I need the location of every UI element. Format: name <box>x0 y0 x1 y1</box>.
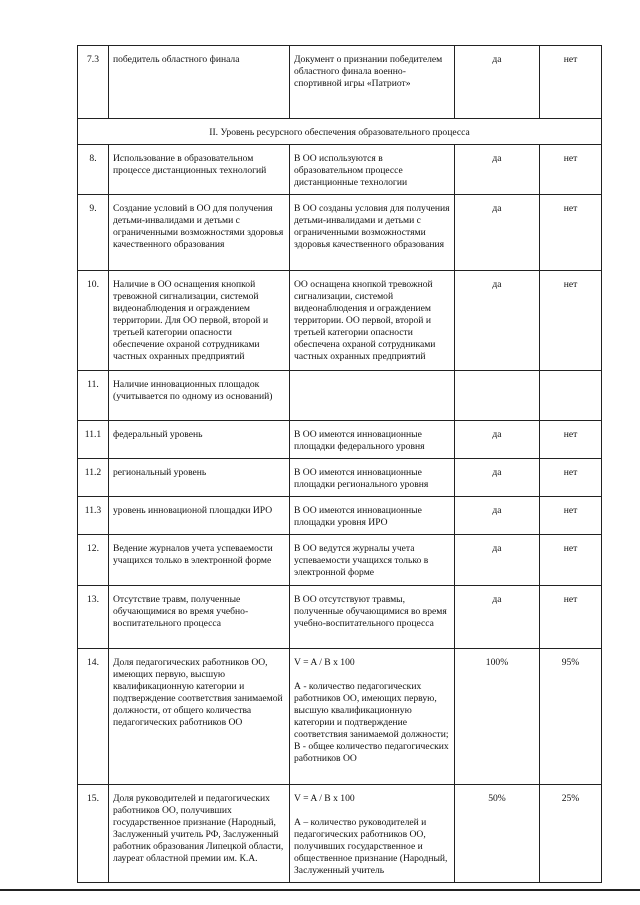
value-no: нет <box>540 535 602 586</box>
criterion-text: уровень инновационой площадки ИРО <box>109 497 290 535</box>
table-row <box>78 421 602 459</box>
row-number: 7.3 <box>78 46 109 119</box>
method-text: Документ о признании победителем областного финала военно-спортивной игры «Патриот» <box>290 46 455 119</box>
method-text: В ОО используются в образовательном процессе дистанционные технологии <box>290 145 455 195</box>
method-text <box>290 371 455 421</box>
value-yes: да <box>455 46 540 119</box>
value-no: нет <box>540 46 602 119</box>
value-yes: да <box>455 497 540 535</box>
criterion-text: Наличие в ОО оснащения кнопкой тревожной сигнализации, системой видеонаблюдения и ограждением территории. Для ОО первой, второй и третьей категории опасности обеспечение охраной сотрудниками частных охранных предприятий <box>109 271 290 371</box>
spacer-line <box>294 669 450 681</box>
method-text: В ОО имеются инновационные площадки федерального уровня <box>290 421 455 459</box>
row-number: 11. <box>78 371 109 421</box>
formula-line: V = A / B x 100 <box>294 793 355 804</box>
criterion-text: Доля руководителей и педагогических работников ОО, получивших государственное признание (Народный, Заслуженный учитель РФ, Заслуженный работник образования Липецкой области, лауреат областной премии им. К.А. <box>109 785 290 883</box>
method-text <box>290 649 455 785</box>
value-no: нет <box>540 271 602 371</box>
section-heading: II. Уровень ресурсного обеспечения образовательного процесса <box>78 119 602 145</box>
table-row <box>78 785 602 883</box>
value-yes: да <box>455 271 540 371</box>
table-row <box>78 459 602 497</box>
value-no: нет <box>540 421 602 459</box>
criterion-text: Создание условий в ОО для получения детьми-инвалидами и детьми с ограниченными возможностями здоровья качественного образования <box>109 195 290 271</box>
formula-line: V = A / B x 100 <box>294 657 355 668</box>
row-number: 11.1 <box>78 421 109 459</box>
value-yes: да <box>455 535 540 586</box>
table-row <box>78 46 602 119</box>
row-number: 14. <box>78 649 109 785</box>
row-number: 11.3 <box>78 497 109 535</box>
method-text <box>290 785 455 883</box>
criterion-text: Наличие инновационных площадок (учитывается по одному из оснований) <box>109 371 290 421</box>
table-row <box>78 145 602 195</box>
row-number: 13. <box>78 586 109 649</box>
value-no: нет <box>540 459 602 497</box>
table-row <box>78 497 602 535</box>
table-row <box>78 271 602 371</box>
variable-a-definition: А – количество руководителей и педагогических работников ОО, получивших государственное и общественное признание (Народный, Заслуженный учитель <box>294 817 448 876</box>
table-row <box>78 195 602 271</box>
value-low: 95% <box>540 649 602 785</box>
value-no <box>540 371 602 421</box>
method-text: В ОО отсутствуют травмы, полученные обучающимися во время учебно-воспитательного процесса <box>290 586 455 649</box>
value-yes: да <box>455 586 540 649</box>
row-number: 9. <box>78 195 109 271</box>
value-no: нет <box>540 586 602 649</box>
value-low: 25% <box>540 785 602 883</box>
method-text: В ОО ведутся журналы учета успеваемости учащихся только в электронной форме <box>290 535 455 586</box>
criterion-text: Использование в образовательном процессе дистанционных технологий <box>109 145 290 195</box>
value-yes: да <box>455 421 540 459</box>
row-number: 11.2 <box>78 459 109 497</box>
criterion-text: победитель областного финала <box>109 46 290 119</box>
row-number: 15. <box>78 785 109 883</box>
spacer-line <box>294 805 450 817</box>
criteria-table <box>77 45 602 883</box>
page-bottom-rule <box>0 889 640 891</box>
criterion-text: Отсутствие травм, полученные обучающимися во время учебно-воспитательного процесса <box>109 586 290 649</box>
row-number: 12. <box>78 535 109 586</box>
value-yes <box>455 371 540 421</box>
value-yes: да <box>455 145 540 195</box>
value-yes: да <box>455 459 540 497</box>
method-text: В ОО имеются инновационные площадки уровня ИРО <box>290 497 455 535</box>
value-high: 100% <box>455 649 540 785</box>
value-no: нет <box>540 145 602 195</box>
criterion-text: Ведение журналов учета успеваемости учащихся только в электронной форме <box>109 535 290 586</box>
value-no: нет <box>540 195 602 271</box>
method-text: В ОО имеются инновационные площадки регионального уровня <box>290 459 455 497</box>
method-text: ОО оснащена кнопкой тревожной сигнализации, системой видеонаблюдения и ограждением территории. ОО первой, второй и третьей категории опасности обеспечена охраной сотрудниками частных охранных предприятий <box>290 271 455 371</box>
table-row <box>78 371 602 421</box>
table-row <box>78 535 602 586</box>
method-text: В ОО созданы условия для получения детьми-инвалидами и детьми с ограниченными возможностями здоровья качественного образования <box>290 195 455 271</box>
value-yes: да <box>455 195 540 271</box>
criterion-text: федеральный уровень <box>109 421 290 459</box>
value-no: нет <box>540 497 602 535</box>
table-row <box>78 649 602 785</box>
variable-b-definition: В - общее количество педагогических работников ОО <box>294 741 449 764</box>
criterion-text: Доля педагогических работников ОО, имеющих первую, высшую квалификационную категории и подтверждение соответствия занимаемой должности, от общего количества педагогических работников ОО <box>109 649 290 785</box>
row-number: 10. <box>78 271 109 371</box>
section-heading-row <box>78 119 602 145</box>
criterion-text: региональный уровень <box>109 459 290 497</box>
value-high: 50% <box>455 785 540 883</box>
variable-a-definition: А - количество педагогических работников ОО, имеющих первую, высшую квалификационную категории и подтверждение соответствия занимаемой должности; <box>294 681 449 740</box>
row-number: 8. <box>78 145 109 195</box>
table-row <box>78 586 602 649</box>
